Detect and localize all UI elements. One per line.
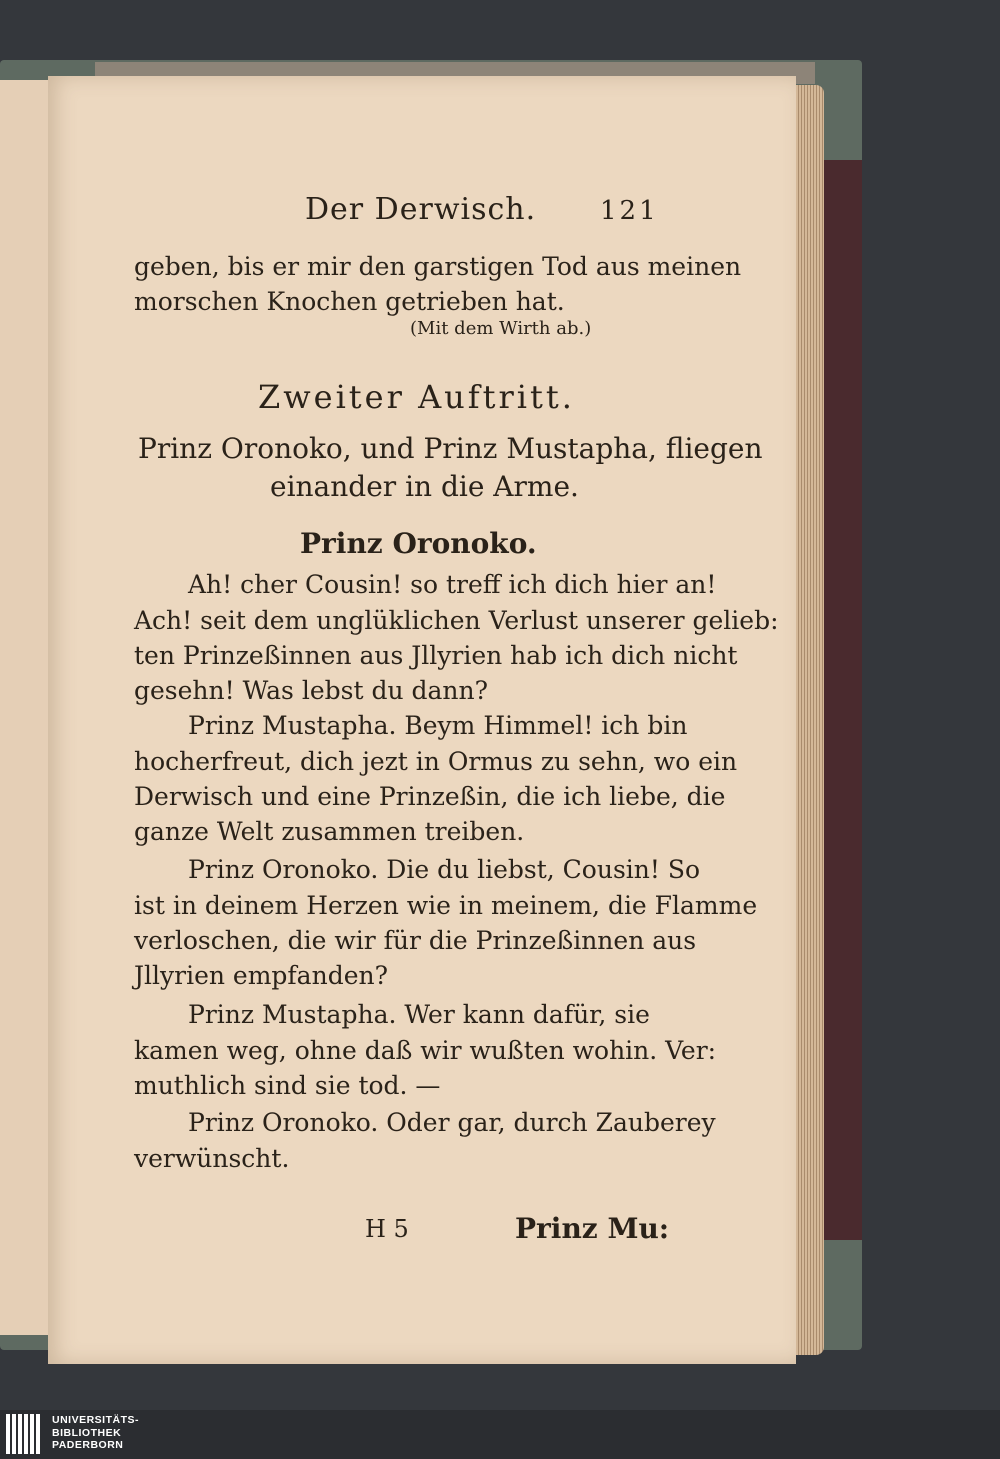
page-number: 121 (600, 196, 659, 226)
library-name-line: PADERBORN (52, 1439, 124, 1451)
text-line: Prinz Mustapha. Beym Himmel! ich bin (188, 711, 688, 740)
signature-mark: H 5 (365, 1215, 409, 1243)
text-line: kamen weg, ohne daß wir wußten wohin. Ver: (134, 1036, 717, 1065)
text-line: ist in deinem Herzen wie in meinem, die Flamme (134, 891, 758, 920)
text-line: Ah! cher Cousin! so treff ich dich hier an! (188, 570, 717, 599)
text-line: geben, bis er mir den garstigen Tod aus meinen (134, 252, 742, 281)
footer-bar (0, 1410, 1000, 1459)
scene-description: Prinz Oronoko, und Prinz Mustapha, fliegen (138, 432, 763, 465)
library-name (52, 1414, 139, 1452)
text-line: hocherfreut, dich jezt in Ormus zu sehn, wo ein (134, 747, 738, 776)
text-line: verwünscht. (134, 1144, 290, 1173)
catchword: Prinz Mu: (515, 1212, 670, 1245)
running-header: Der Derwisch. (305, 192, 537, 227)
speaker-heading: Prinz Oronoko. (300, 527, 537, 560)
text-line: morschen Knochen getrieben hat. (134, 287, 565, 316)
scene-title: Zweiter Auftritt. (258, 378, 575, 416)
text-line: ten Prinzeßinnen aus Jllyrien hab ich dich nicht (134, 641, 738, 670)
left-page-edge (0, 80, 52, 1335)
text-line: gesehn! Was lebst du dann? (134, 676, 489, 705)
text-line: verloschen, die wir für die Prinzeßinnen aus (134, 926, 697, 955)
library-logo-icon (6, 1414, 46, 1454)
text-line: ganze Welt zusammen treiben. (134, 817, 525, 846)
text-line: Prinz Oronoko. Die du liebst, Cousin! So (188, 855, 701, 884)
text-line: Jllyrien empfanden? (134, 961, 388, 990)
text-line: muthlich sind sie tod. — (134, 1071, 441, 1100)
text-line: Ach! seit dem unglüklichen Verlust unserer gelieb: (134, 606, 779, 635)
text-line: Prinz Oronoko. Oder gar, durch Zauberey (188, 1108, 716, 1137)
stage-direction: (Mit dem Wirth ab.) (410, 318, 592, 339)
text-line: Derwisch und eine Prinzeßin, die ich liebe, die (134, 782, 726, 811)
library-name-line: UNIVERSITÄTS- (52, 1414, 140, 1426)
text-line: Prinz Mustapha. Wer kann dafür, sie (188, 1000, 650, 1029)
library-name-line: BIBLIOTHEK (52, 1426, 122, 1439)
scene-description: einander in die Arme. (270, 470, 579, 503)
cover-edge (820, 160, 862, 1240)
